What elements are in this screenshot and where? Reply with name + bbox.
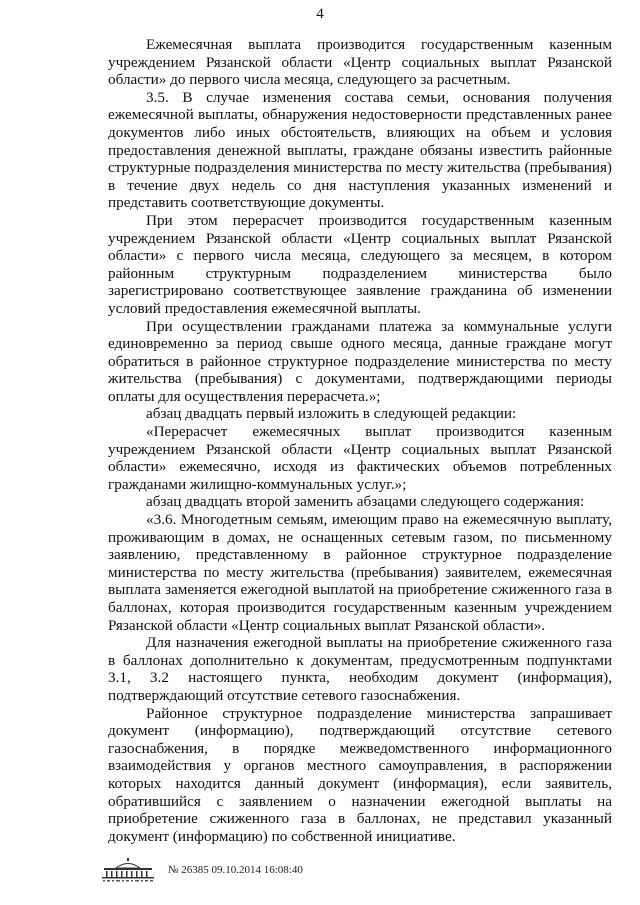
paragraph-recalculation: При этом перерасчет производится государственным казенным учреждением Рязанской области «Центр социальных выплат Рязанской области» с первого числа месяца, следующего за месяцем, в котором районным структурным подразделением министерства было зарегистрировано соответствующее заявление гражданина об изменении условий предоставления ежемесячной выплаты. <box>108 211 612 317</box>
paragraph-annual-payment-docs: Для назначения ежегодной выплаты на приобретение сжиженного газа в баллонах дополнительно к документам, предусмотренным подпунктами 3.1, 3.2 настоящего пункта, необходим документ (информация), подтверждающий отсутствие сетевого газоснабжения. <box>108 634 612 704</box>
paragraph-3-6: «3.6. Многодетным семьям, имеющим право на ежемесячную выплату, проживающим в домах, не оснащенных сетевым газом, по письменному заявлению, представленному в районное структурное подразделение министерства по месту жительства (пребывания) заявителем, ежемесячная выплата заменяется ежегодной выплатой на приобретение сжиженного газа в баллонах, которая производится государственным казенным учреждением Рязанской области «Центр социальных выплат Рязанской области». <box>108 511 612 634</box>
document-body <box>108 36 612 845</box>
page-number: 4 <box>316 6 324 22</box>
paragraph-recalculation-monthly: «Перерасчет ежемесячных выплат производится казенным учреждением Рязанской области «Центр социальных выплат Рязанской области» ежемесячно, исходя из фактических объемов потребленных гражданами жилищно-коммунальных услуг.»; <box>108 423 612 493</box>
paragraph-monthly-payment: Ежемесячная выплата производится государственным казенным учреждением Рязанской области «Центр социальных выплат Рязанской области» до первого числа месяца, следующего за расчетным. <box>108 36 612 89</box>
paragraph-interagency-request: Районное структурное подразделение министерства запрашивает документ (информацию), подтверждающий отсутствие сетевого газоснабжения, в порядке межведомственного информационного взаимодействия у органов местного самоуправления, в распоряжении которых находится данный документ (информация), если заявитель, обратившийся с заявлением о назначении ежегодной выплаты на приобретение сжиженного газа в баллонах, не представил указанный документ (информацию) по собственной инициативе. <box>108 704 612 845</box>
paragraph-utility-payment: При осуществлении гражданами платежа за коммунальные услуги единовременно за период свыше одного месяца, данные граждане могут обратиться в районное структурное подразделение министерства по месту жительства (пребывания) с документами, подтверждающими периоды оплаты для осуществления перерасчета.»; <box>108 317 612 405</box>
paragraph-3-5: 3.5. В случае изменения состава семьи, основания получения ежемесячной выплаты, обнаружения недостоверности представленных ранее документов либо иных обстоятельств, влияющих на объем и условия предоставления денежной выплаты, граждане обязаны известить районные структурные подразделения министерства по месту жительства (пребывания) в течение двух недель со дня наступления указанных изменений и представить соответствующие документы. <box>108 88 612 212</box>
footer <box>96 856 303 884</box>
government-building-logo-icon <box>96 857 160 883</box>
paragraph-amendment-21: абзац двадцать первый изложить в следующей редакции: <box>146 405 517 423</box>
paragraph-amendment-22: абзац двадцать второй заменить абзацами следующего содержания: <box>146 493 585 511</box>
document-registration-stamp: № 26385 09.10.2014 16:08:40 <box>168 864 303 876</box>
